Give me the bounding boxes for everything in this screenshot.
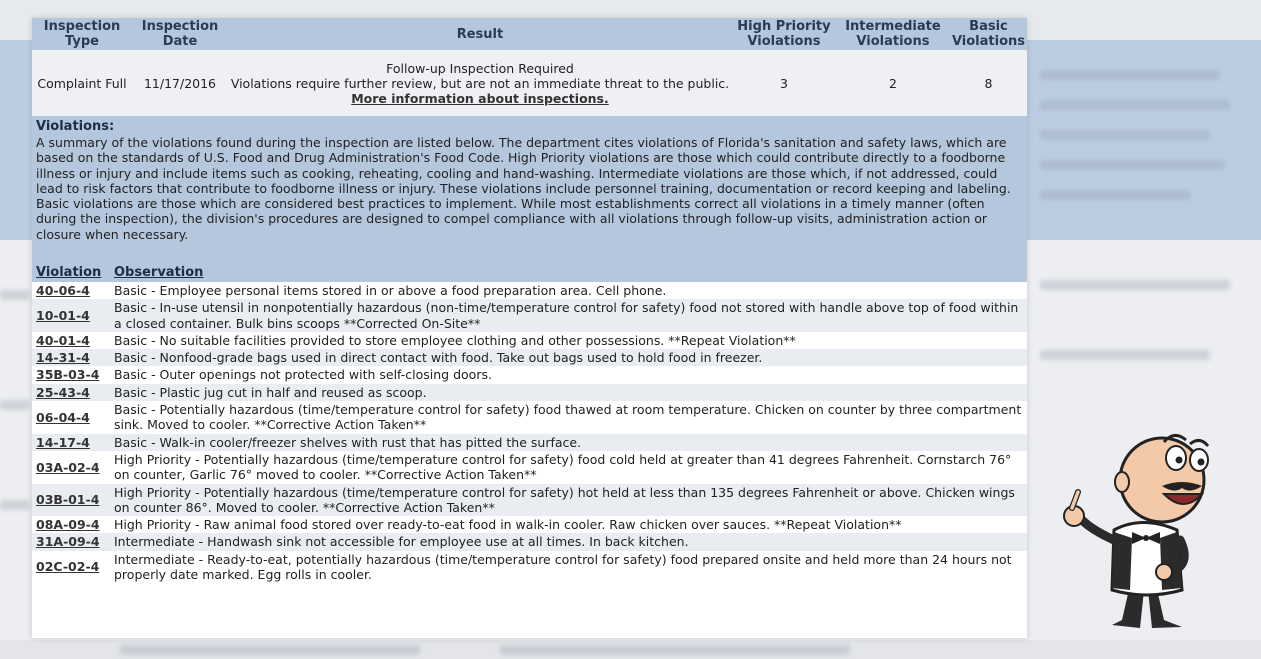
violation-observation: High Priority - Potentially hazardous (time/temperature control for safety) hot held at less than 135 degrees Fahrenheit or above. Chicken wings on counter 86°. Moved to cooler. **Corrective Action Taken**: [110, 484, 1027, 517]
result-description: Violations require further review, but are not an immediate threat to the public.: [230, 75, 730, 91]
violations-summary-box: [32, 116, 1027, 262]
violation-row: [32, 551, 1027, 584]
header-basic: Basic Violations: [951, 19, 1025, 49]
violation-code-link[interactable]: 25-43-4: [36, 384, 90, 400]
column-violation[interactable]: Violation: [32, 262, 110, 282]
violation-code-link[interactable]: 14-17-4: [36, 434, 90, 450]
violation-row: [32, 451, 1027, 484]
violation-observation: Basic - Nonfood-grade bags used in direct contact with food. Take out bags used to hold food in freezer.: [110, 349, 1027, 366]
violation-row: [32, 384, 1027, 401]
violation-observation: Intermediate - Handwash sink not accessible for employee use at all times. In back kitchen.: [110, 533, 1027, 550]
violations-summary-text: A summary of the violations found during the inspection are listed below. The department cites violations of Florida's sanitation and safety laws, which are based on the standards of U.S. Food and Drug Administration's Food Code. High Priority violations are those which could contribute directly to a foodborne illness or injury and include items such as cooking, reheating, cooling and hand-washing. Intermediate violations are those which, if not addressed, could lead to risk factors that contribute to foodborne illness or injury. These violations include personnel training, documentation or record keeping and labeling. Basic violations are those which are considered best practices to implement. While most establishments correct all violations in a timely manner (often during the inspection), the division's procedures are designed to compel compliance with all violations through follow-up visits, administration action or closure when necessary.: [36, 135, 1011, 242]
result-cell: [228, 50, 732, 116]
violation-code-link[interactable]: 08A-09-4: [36, 517, 100, 533]
violation-row: [32, 401, 1027, 434]
inspection-summary-table: [32, 18, 1027, 116]
violation-code-link[interactable]: 14-31-4: [36, 350, 90, 366]
violation-code-cell: [32, 551, 110, 584]
inspection-summary-row: [32, 50, 1027, 116]
header-inspection-date: Inspection Date: [132, 18, 228, 50]
header-result: Result: [228, 18, 732, 50]
violation-code-cell: [32, 516, 110, 533]
violation-code-cell: [32, 332, 110, 349]
violation-observation: Basic - Employee personal items stored in or above a food preparation area. Cell phone.: [110, 282, 1027, 299]
chef-thumbs-up-icon: [1052, 420, 1242, 635]
violation-row: [32, 484, 1027, 517]
violation-observation: Basic - In-use utensil in nonpotentially hazardous (non-time/temperature control for safety) food not stored with handle above top of food within a closed container. Bulk bins scoops **Corrected On-Site**: [110, 299, 1027, 332]
intermediate-count: 2: [836, 50, 950, 116]
violation-code-cell: [32, 434, 110, 451]
violation-observation: Basic - Plastic jug cut in half and reused as scoop.: [110, 384, 1027, 401]
violation-row: [32, 366, 1027, 383]
violation-code-cell: [32, 366, 110, 383]
violation-row: [32, 533, 1027, 550]
header-inspection-type: Inspection Type: [32, 18, 132, 50]
violation-observation: Intermediate - Ready-to-eat, potentially hazardous (time/temperature control for safety) food prepared onsite and held more than 24 hours not properly date marked. Egg rolls in cooler.: [110, 551, 1027, 584]
inspection-report-panel: [32, 18, 1027, 638]
violation-code-cell: [32, 384, 110, 401]
violations-heading: Violations:: [36, 119, 115, 134]
violation-code-cell: [32, 533, 110, 550]
violation-observation: Basic - Outer openings not protected with self-closing doors.: [110, 366, 1027, 383]
violation-code-cell: [32, 451, 110, 484]
violation-code-link[interactable]: 03A-02-4: [36, 459, 100, 475]
more-information-link[interactable]: More information about inspections.: [351, 90, 609, 106]
violation-row: [32, 282, 1027, 299]
violation-code-link[interactable]: 03B-01-4: [36, 492, 100, 508]
violation-row: [32, 349, 1027, 366]
violation-row: [32, 434, 1027, 451]
header-intermediate: Intermediate Violations: [836, 18, 950, 50]
violation-observation: High Priority - Raw animal food stored over ready-to-eat food in walk-in cooler. Raw chicken over sauces. **Repeat Violation**: [110, 516, 1027, 533]
violation-observation: Basic - Walk-in cooler/freezer shelves with rust that has pitted the surface.: [110, 434, 1027, 451]
header-high-priority: High Priority Violations: [732, 18, 836, 50]
violation-code-link[interactable]: 10-01-4: [36, 307, 90, 323]
violation-observation: High Priority - Potentially hazardous (time/temperature control for safety) food cold held at greater than 41 degrees Fahrenheit. Cornstarch 76° on counter, Garlic 76° moved to cooler. **Corrective Action Taken**: [110, 451, 1027, 484]
violation-code-cell: [32, 299, 110, 332]
violation-code-cell: [32, 349, 110, 366]
violations-table: [32, 262, 1027, 583]
violation-code-link[interactable]: 02C-02-4: [36, 559, 100, 575]
violations-table-body: [32, 282, 1027, 583]
violation-code-link[interactable]: 40-06-4: [36, 283, 90, 298]
violation-row: [32, 516, 1027, 533]
violation-code-link[interactable]: 31A-09-4: [36, 534, 100, 550]
violation-observation: Basic - No suitable facilities provided to store employee clothing and other possessions. **Repeat Violation**: [110, 332, 1027, 349]
violation-row: [32, 332, 1027, 349]
column-observation[interactable]: Observation: [110, 262, 1027, 282]
violation-code-link[interactable]: 40-01-4: [36, 332, 90, 348]
result-status: Follow-up Inspection Required: [386, 60, 574, 76]
violation-code-cell: [32, 282, 110, 299]
violation-code-link[interactable]: 35B-03-4: [36, 367, 100, 383]
violation-code-cell: [32, 484, 110, 517]
inspection-date-value: 11/17/2016: [132, 50, 228, 116]
violation-row: [32, 299, 1027, 332]
violation-code-cell: [32, 401, 110, 434]
basic-count: 8: [950, 50, 1027, 116]
inspection-type-value: Complaint Full: [32, 50, 132, 116]
violation-code-link[interactable]: 06-04-4: [36, 409, 90, 425]
high-priority-count: 3: [732, 50, 836, 116]
violation-observation: Basic - Potentially hazardous (time/temperature control for safety) food thawed at room temperature. Chicken on counter by three compartment sink. Moved to cooler. **Corrective Action Taken**: [110, 401, 1027, 434]
